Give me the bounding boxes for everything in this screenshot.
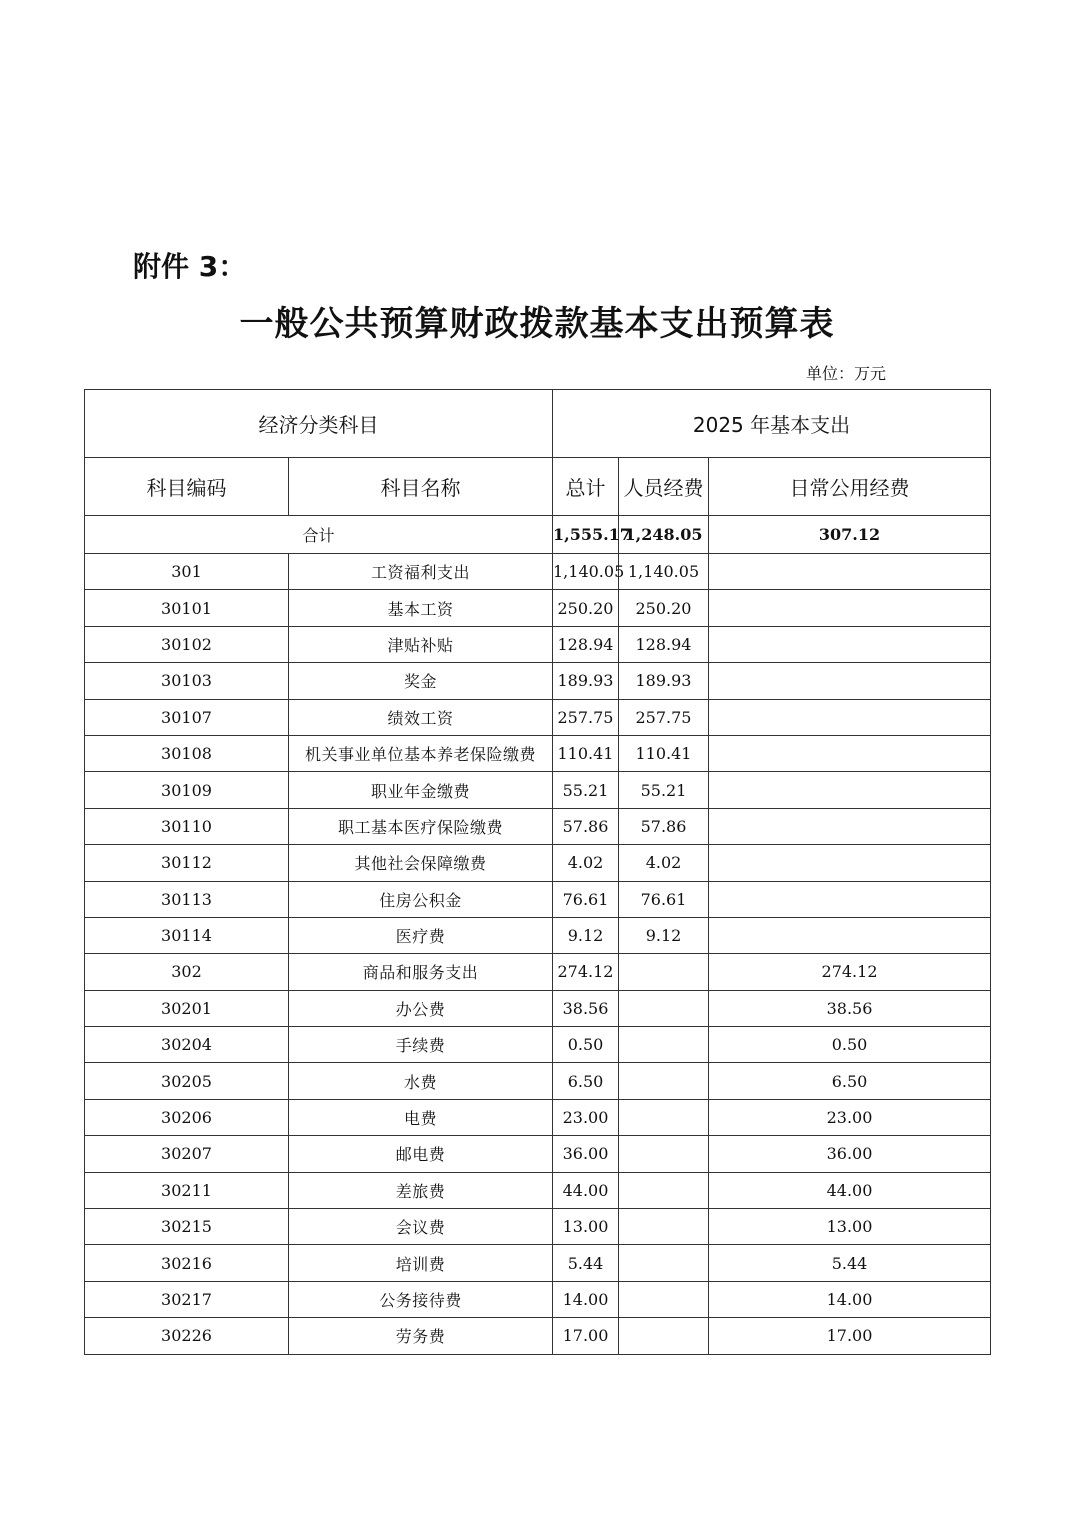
page-title: 一般公共预算财政拨款基本支出预算表 [239, 304, 835, 344]
cell-name: 电费 [289, 1099, 553, 1135]
cell-name: 办公费 [289, 990, 553, 1026]
cell-name: 奖金 [289, 663, 553, 699]
cell-total: 9.12 [553, 917, 619, 953]
table-row [85, 1209, 991, 1245]
cell-personnel: 110.41 [619, 735, 709, 771]
table-row [85, 772, 991, 808]
cell-public [709, 590, 991, 626]
cell-name: 住房公积金 [289, 881, 553, 917]
cell-public [709, 845, 991, 881]
cell-public: 23.00 [709, 1099, 991, 1135]
cell-name: 其他社会保障缴费 [289, 845, 553, 881]
cell-public: 274.12 [709, 954, 991, 990]
cell-code: 30226 [85, 1318, 289, 1354]
cell-name: 机关事业单位基本养老保险缴费 [289, 735, 553, 771]
cell-personnel [619, 1245, 709, 1281]
cell-personnel [619, 1172, 709, 1208]
cell-total: 128.94 [553, 626, 619, 662]
column-header-code: 科目编码 [85, 458, 289, 516]
cell-public [709, 735, 991, 771]
cell-name: 培训费 [289, 1245, 553, 1281]
cell-total: 6.50 [553, 1063, 619, 1099]
cell-total: 1,140.05 [553, 554, 619, 590]
cell-name: 工资福利支出 [289, 554, 553, 590]
cell-name: 基本工资 [289, 590, 553, 626]
cell-name: 医疗费 [289, 917, 553, 953]
cell-total: 110.41 [553, 735, 619, 771]
table-row [85, 881, 991, 917]
cell-name: 差旅费 [289, 1172, 553, 1208]
cell-code: 30215 [85, 1209, 289, 1245]
cell-public [709, 699, 991, 735]
cell-code: 30108 [85, 735, 289, 771]
table-row [85, 1172, 991, 1208]
cell-code: 302 [85, 954, 289, 990]
cell-total: 57.86 [553, 808, 619, 844]
cell-name: 职工基本医疗保险缴费 [289, 808, 553, 844]
cell-public [709, 772, 991, 808]
cell-name: 劳务费 [289, 1318, 553, 1354]
cell-code: 301 [85, 554, 289, 590]
table-row [85, 735, 991, 771]
cell-public [709, 808, 991, 844]
column-header-total: 总计 [553, 458, 619, 516]
cell-total: 14.00 [553, 1281, 619, 1317]
table-row [85, 626, 991, 662]
cell-personnel: 4.02 [619, 845, 709, 881]
cell-name: 商品和服务支出 [289, 954, 553, 990]
cell-personnel [619, 1136, 709, 1172]
cell-code: 30206 [85, 1099, 289, 1135]
cell-code: 30113 [85, 881, 289, 917]
cell-personnel: 55.21 [619, 772, 709, 808]
cell-name: 水费 [289, 1063, 553, 1099]
cell-total: 189.93 [553, 663, 619, 699]
cell-personnel [619, 990, 709, 1026]
cell-personnel: 1,140.05 [619, 554, 709, 590]
total-row-total: 1,555.17 [553, 516, 619, 554]
table-row [85, 990, 991, 1026]
total-row-label: 合计 [85, 516, 553, 554]
cell-public: 13.00 [709, 1209, 991, 1245]
cell-public [709, 554, 991, 590]
unit-label: 单位：万元 [806, 364, 887, 383]
table-row [85, 554, 991, 590]
table-row [85, 917, 991, 953]
cell-code: 30112 [85, 845, 289, 881]
cell-personnel [619, 1209, 709, 1245]
cell-total: 0.50 [553, 1027, 619, 1063]
cell-personnel [619, 1099, 709, 1135]
cell-total: 17.00 [553, 1318, 619, 1354]
cell-public: 0.50 [709, 1027, 991, 1063]
total-row-personnel: 1,248.05 [619, 516, 709, 554]
cell-total: 13.00 [553, 1209, 619, 1245]
cell-public: 6.50 [709, 1063, 991, 1099]
cell-public [709, 663, 991, 699]
table-row [85, 1318, 991, 1354]
cell-public: 38.56 [709, 990, 991, 1026]
cell-total: 250.20 [553, 590, 619, 626]
cell-public [709, 626, 991, 662]
cell-personnel: 9.12 [619, 917, 709, 953]
cell-personnel: 76.61 [619, 881, 709, 917]
cell-total: 257.75 [553, 699, 619, 735]
budget-table [84, 389, 991, 1355]
cell-total: 55.21 [553, 772, 619, 808]
cell-total: 76.61 [553, 881, 619, 917]
cell-code: 30103 [85, 663, 289, 699]
cell-name: 绩效工资 [289, 699, 553, 735]
cell-personnel [619, 954, 709, 990]
table-row [85, 590, 991, 626]
table-row [85, 808, 991, 844]
cell-code: 30107 [85, 699, 289, 735]
cell-name: 职业年金缴费 [289, 772, 553, 808]
group-header-classification: 经济分类科目 [85, 390, 553, 458]
cell-name: 手续费 [289, 1027, 553, 1063]
table-row [85, 845, 991, 881]
cell-personnel [619, 1318, 709, 1354]
cell-code: 30110 [85, 808, 289, 844]
cell-name: 会议费 [289, 1209, 553, 1245]
table-row [85, 1245, 991, 1281]
attachment-label: 附件 3： [133, 250, 247, 283]
cell-personnel [619, 1027, 709, 1063]
cell-personnel: 57.86 [619, 808, 709, 844]
table-row [85, 1099, 991, 1135]
cell-name: 公务接待费 [289, 1281, 553, 1317]
cell-code: 30114 [85, 917, 289, 953]
total-row-public: 307.12 [709, 516, 991, 554]
cell-personnel [619, 1281, 709, 1317]
cell-public: 17.00 [709, 1318, 991, 1354]
cell-public: 5.44 [709, 1245, 991, 1281]
cell-personnel [619, 1063, 709, 1099]
cell-total: 44.00 [553, 1172, 619, 1208]
table-row [85, 1136, 991, 1172]
cell-code: 30109 [85, 772, 289, 808]
cell-code: 30216 [85, 1245, 289, 1281]
cell-total: 5.44 [553, 1245, 619, 1281]
cell-total: 274.12 [553, 954, 619, 990]
column-header-personnel: 人员经费 [619, 458, 709, 516]
cell-code: 30102 [85, 626, 289, 662]
cell-name: 邮电费 [289, 1136, 553, 1172]
cell-code: 30217 [85, 1281, 289, 1317]
cell-public [709, 881, 991, 917]
cell-public [709, 917, 991, 953]
cell-code: 30204 [85, 1027, 289, 1063]
cell-name: 津贴补贴 [289, 626, 553, 662]
table-row [85, 1063, 991, 1099]
table-row [85, 699, 991, 735]
cell-total: 36.00 [553, 1136, 619, 1172]
cell-personnel: 250.20 [619, 590, 709, 626]
cell-code: 30211 [85, 1172, 289, 1208]
cell-code: 30205 [85, 1063, 289, 1099]
table-row [85, 663, 991, 699]
table-row [85, 954, 991, 990]
cell-personnel: 189.93 [619, 663, 709, 699]
cell-total: 23.00 [553, 1099, 619, 1135]
cell-total: 38.56 [553, 990, 619, 1026]
cell-personnel: 257.75 [619, 699, 709, 735]
cell-code: 30201 [85, 990, 289, 1026]
cell-public: 14.00 [709, 1281, 991, 1317]
column-header-public: 日常公用经费 [709, 458, 991, 516]
column-header-name: 科目名称 [289, 458, 553, 516]
cell-code: 30207 [85, 1136, 289, 1172]
cell-total: 4.02 [553, 845, 619, 881]
cell-public: 36.00 [709, 1136, 991, 1172]
cell-code: 30101 [85, 590, 289, 626]
group-header-expenditure: 2025 年基本支出 [553, 390, 991, 458]
table-row [85, 1281, 991, 1317]
cell-public: 44.00 [709, 1172, 991, 1208]
cell-personnel: 128.94 [619, 626, 709, 662]
table-row [85, 1027, 991, 1063]
